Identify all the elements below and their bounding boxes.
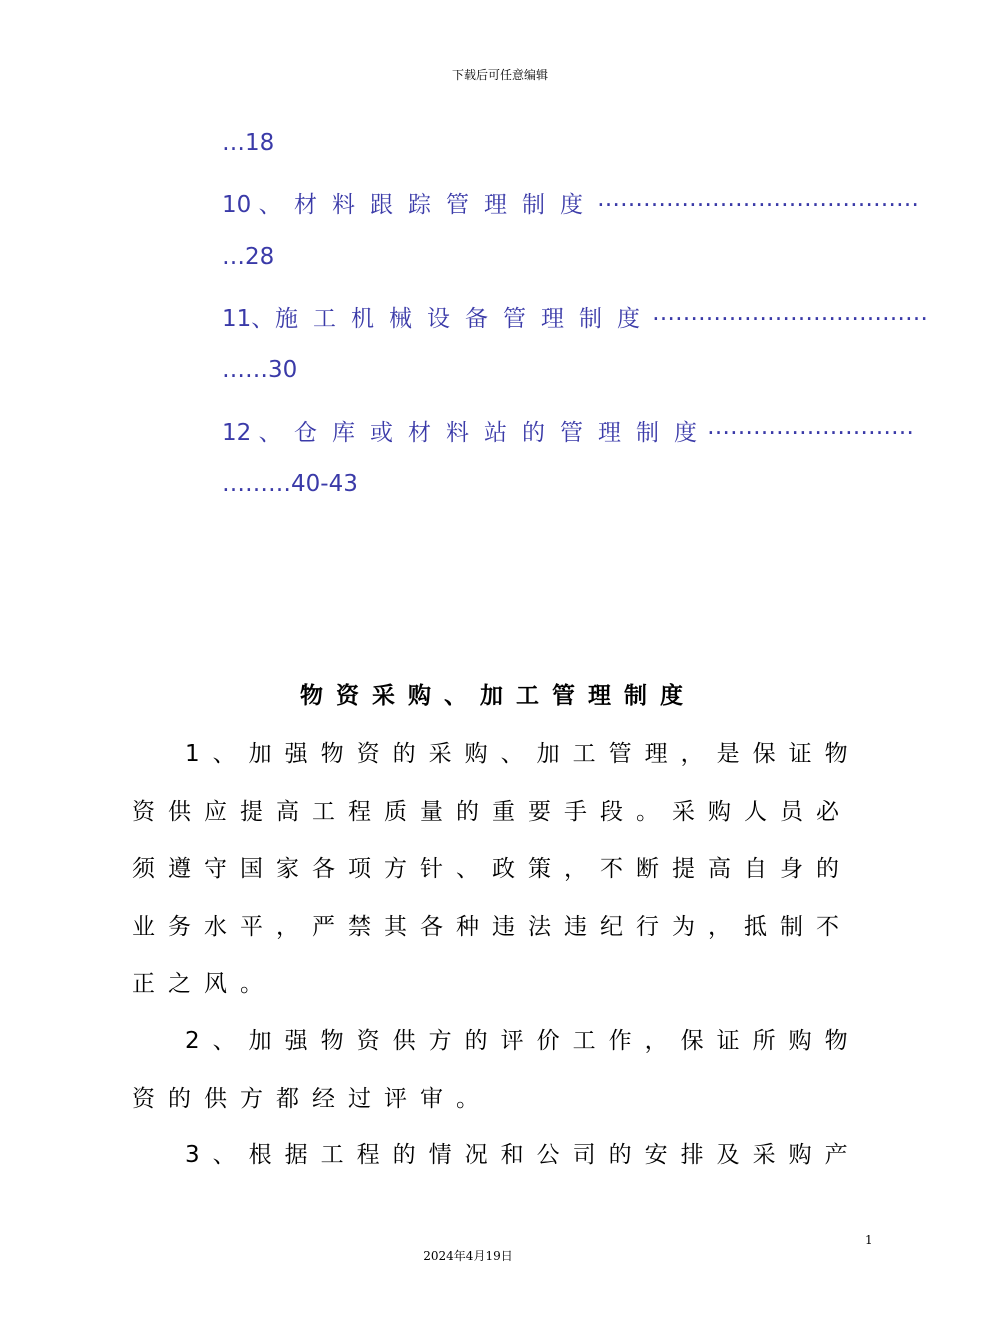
paragraph-line: 须遵守国家各项方针、政策，不断提高自身的 — [132, 856, 852, 882]
paragraph-line: 正之风。 — [132, 971, 276, 997]
paragraph-line: 1、加强物资的采购、加工管理，是保证物 — [185, 741, 861, 767]
footer-date: 2024年4月19日 — [423, 1249, 513, 1263]
toc-continuation[interactable]: ………40-43 — [222, 471, 358, 497]
toc-entry-leader: …………………………………… — [597, 186, 919, 212]
paragraph-line: 资供应提高工程质量的重要手段。采购人员必 — [132, 799, 852, 825]
toc-continuation[interactable]: …28 — [222, 244, 275, 270]
page-header: 下载后可任意编辑 — [451, 68, 548, 82]
toc-entry-10[interactable] — [222, 186, 919, 218]
toc-entry-title: 施工机械设备管理制度 — [275, 306, 655, 332]
document-title: 物资采购、加工管理制度 — [300, 683, 696, 709]
paragraph-line: 资的供方都经过评审。 — [132, 1086, 492, 1112]
toc-entry-leader: ……………………………… — [652, 300, 928, 326]
toc-continuation[interactable]: …18 — [222, 130, 275, 156]
paragraph-line: 2、加强物资供方的评价工作，保证所购物 — [185, 1028, 861, 1054]
paragraph-line: 业务水平，严禁其各种违法违纪行为，抵制不 — [132, 914, 852, 940]
toc-entry-number: 10 、 — [222, 192, 282, 218]
toc-entry-11[interactable] — [222, 300, 928, 332]
toc-entry-number: 12 、 — [222, 420, 282, 446]
paragraph-line: 3、根据工程的情况和公司的安排及采购产 — [185, 1142, 861, 1168]
toc-entry-title: 材料跟踪管理制度 — [294, 192, 598, 218]
toc-entry-title: 仓库或材料站的管理制度 — [294, 420, 712, 446]
toc-entry-12[interactable] — [222, 414, 914, 446]
toc-entry-leader: ……………………… — [707, 414, 914, 440]
page-number: 1 — [865, 1233, 873, 1247]
toc-entry-number: 11、 — [222, 306, 275, 332]
toc-continuation[interactable]: ……30 — [222, 357, 298, 383]
